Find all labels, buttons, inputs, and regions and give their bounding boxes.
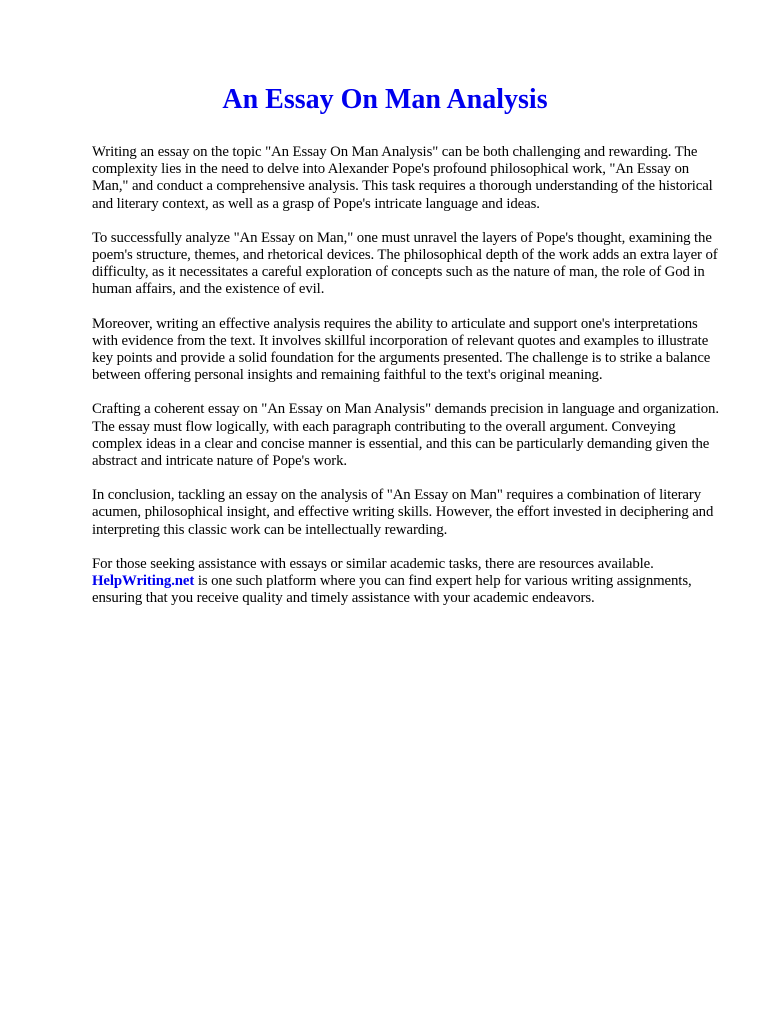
paragraph-6	[92, 556, 722, 608]
page-title: An Essay On Man Analysis	[222, 84, 548, 115]
paragraph-4: Crafting a coherent essay on "An Essay on Man Analysis" demands precision in language and organization. The essay must flow logically, with each paragraph contributing to the overall argument. Conveying complex ideas in a clear and concise manner is essential, and this can be particularly demanding given the abstract and intricate nature of Pope's work.	[92, 401, 719, 470]
paragraph-6-outro: is one such platform where you can find expert help for various writing assignments, ensuring that you receive quality and timely assistance with your academic endeavors.	[92, 573, 692, 607]
paragraph-6-intro: For those seeking assistance with essays or similar academic tasks, there are resources available.	[92, 555, 654, 572]
paragraph-1: Writing an essay on the topic "An Essay On Man Analysis" can be both challenging and rewarding. The complexity lies in the need to delve into Alexander Pope's profound philosophical work, "An Essay on Man," and conduct a comprehensive analysis. This task requires a thorough understanding of the historical and literary context, as well as a grasp of Pope's intricate language and ideas.	[92, 144, 713, 212]
helpwriting-link[interactable]: HelpWriting.net	[92, 573, 195, 590]
document-body	[92, 144, 722, 607]
paragraph-3: Moreover, writing an effective analysis requires the ability to articulate and support one's interpretations with evidence from the text. It involves skillful incorporation of relevant quotes and examples to illustrate key points and provide a solid foundation for the arguments presented. The challenge is to strike a balance between offering personal insights and remaining faithful to the text's original meaning.	[92, 315, 711, 384]
paragraph-5: In conclusion, tackling an essay on the analysis of "An Essay on Man" requires a combination of literary acumen, philosophical insight, and effective writing skills. However, the effort invested in deciphering and interpreting this classic work can be intellectually rewarding.	[92, 487, 714, 538]
paragraph-2: To successfully analyze "An Essay on Man," one must unravel the layers of Pope's thought, examining the poem's structure, themes, and rhetorical devices. The philosophical depth of the work adds an extra layer of difficulty, as it necessitates a careful exploration of concepts such as the nature of man, the role of God in human affairs, and the existence of evil.	[92, 229, 718, 298]
